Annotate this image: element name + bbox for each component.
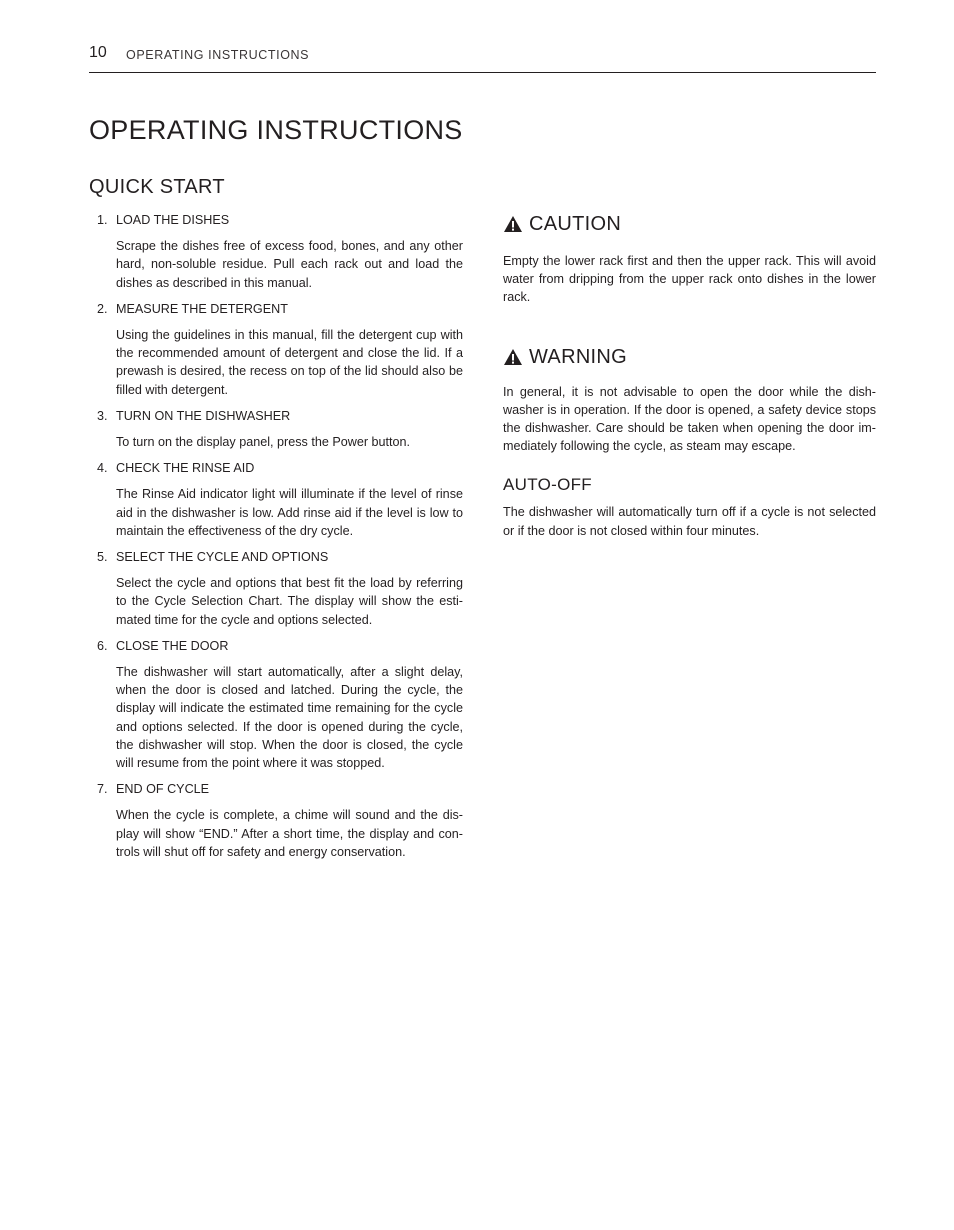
step-number: 6.	[97, 638, 108, 653]
auto-off-block	[503, 473, 876, 539]
step-item	[89, 548, 463, 629]
notices-column	[503, 210, 876, 540]
running-section-label: OPERATING INSTRUCTIONS	[126, 48, 310, 62]
warning-triangle-icon	[503, 215, 523, 233]
step-body: Scrape the dishes free of excess food, bones, and any other hard, non-soluble residue. Pull each rack out and load the dishes as described in this manual.	[116, 239, 463, 290]
warning-block	[503, 343, 876, 456]
running-header	[89, 44, 876, 73]
warning-text: In general, it is not advisable to open the door while the dish-washer is in operation. If the door is opened, a safety device stops the dishwasher. Care should be taken when opening the door im-mediately following the cycle, as steam may escape.	[503, 384, 876, 454]
caution-heading-text: CAUTION	[529, 213, 622, 235]
step-title: TURN ON THE DISHWASHER	[116, 408, 291, 423]
auto-off-heading: AUTO-OFF	[503, 475, 592, 495]
step-body: The dishwasher will start automatically, after a slight delay, when the door is closed and latched. During the cycle, the display will indicate the estimated time remaining for the cycle and options selected. If the door is opened during the cycle, the dishwasher will stop. When the door is closed, the cycle will resume from the point where it was stopped.	[116, 665, 463, 771]
step-item	[89, 407, 463, 451]
quick-start-heading: QUICK START	[89, 176, 225, 198]
step-item	[89, 300, 463, 399]
step-header	[89, 300, 463, 318]
step-item	[89, 459, 463, 540]
step-number: 4.	[97, 461, 108, 476]
step-body: Using the guidelines in this manual, fill the detergent cup with the recommended amount of detergent and close the lid. If a prewash is desired, the recess on top of the lid should also be filled with detergent.	[116, 328, 463, 397]
step-item	[89, 780, 463, 861]
caution-heading	[503, 210, 876, 238]
step-header	[89, 407, 463, 425]
step-body: Select the cycle and options that best fit the load by referring to the Cycle Selection Chart. The display will show the esti-mated time for the cycle and options selected.	[116, 576, 463, 627]
quick-start-steps	[89, 211, 463, 861]
step-number: 7.	[97, 782, 108, 797]
step-header	[89, 459, 463, 477]
caution-text: Empty the lower rack first and then the upper rack. This will avoid water from dripping from the upper rack onto dishes in the lower rack.	[503, 254, 876, 305]
step-header	[89, 780, 463, 798]
warning-triangle-icon	[503, 348, 523, 366]
step-title: CHECK THE RINSE AID	[116, 461, 255, 476]
page-number: 10	[89, 44, 107, 61]
step-number: 5.	[97, 550, 108, 565]
step-body: To turn on the display panel, press the Power button.	[116, 435, 411, 450]
step-body: When the cycle is complete, a chime will sound and the dis-play will show “END.” After a short time, the display and con-trols will shut off for safety and energy conservation.	[116, 808, 463, 859]
step-number: 2.	[97, 301, 108, 316]
step-header	[89, 637, 463, 655]
quick-start-column	[89, 174, 463, 869]
warning-heading	[503, 343, 876, 371]
warning-heading-text: WARNING	[529, 345, 628, 368]
step-title: LOAD THE DISHES	[116, 213, 230, 227]
page-title: OPERATING INSTRUCTIONS	[89, 115, 463, 145]
step-header	[89, 211, 463, 229]
step-title: SELECT THE CYCLE AND OPTIONS	[116, 550, 329, 565]
step-item	[89, 211, 463, 292]
caution-block	[503, 210, 876, 307]
step-number: 1.	[97, 213, 108, 227]
step-title: MEASURE THE DETERGENT	[116, 301, 288, 316]
step-body: The Rinse Aid indicator light will illuminate if the level of rinse aid in the dishwasher is low. Add rinse aid if the level is low to maintain the effectiveness of the dry cycle.	[116, 487, 463, 538]
step-number: 3.	[97, 408, 108, 423]
step-title: CLOSE THE DOOR	[116, 638, 229, 653]
step-header	[89, 548, 463, 566]
step-title: END OF CYCLE	[116, 782, 210, 797]
auto-off-text: The dishwasher will automatically turn off if a cycle is not selected or if the door is not closed within four minutes.	[503, 505, 876, 538]
step-item	[89, 637, 463, 772]
